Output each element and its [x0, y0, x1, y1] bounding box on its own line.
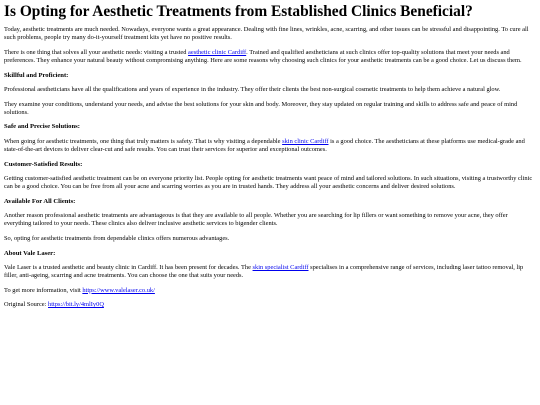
safe-paragraph [4, 138, 536, 154]
article-title: Is Opting for Aesthetic Treatments from Established Clinics Beneficial? [4, 3, 473, 20]
source-paragraph [4, 301, 536, 309]
intro-paragraph: Today, aesthetic treatments are much needed. Nowadays, everyone wants a great appearance. Dealing with fine lines, wrinkles, acne, scarring, and other issues can be stressful and disappointing. To cure all such problems, people try many do-it-yourself treatment kits yet have no positive results. [4, 26, 529, 42]
aesthetic-clinic-cardiff-link[interactable]: aesthetic clinic Cardiff [188, 48, 247, 56]
website-link[interactable]: https://www.valelaser.co.uk/ [82, 286, 155, 294]
paragraph-text: There is one thing that solves all your aesthetic needs: visiting a trusted [4, 48, 189, 56]
skin-clinic-cardiff-link[interactable]: skin clinic Cardiff [282, 137, 329, 145]
section-heading-available: Available For All Clients: [4, 197, 76, 205]
paragraph-text: To get more information, visit [4, 286, 83, 294]
section-heading-about: About Vale Laser: [4, 249, 56, 257]
paragraph-text: . Trained and qualified aestheticians at such clinics offer top-quality solutions that meet your needs and preferences. They enhance your natural beauty without compromising anything. Here are some reasons why choosing such clinics for your aesthetic treatments can be a good choice. Let us discuss them. [4, 48, 522, 64]
section-heading-skillful: Skillful and Proficient: [4, 71, 69, 79]
section-heading-customer: Customer-Satisfied Results: [4, 160, 83, 168]
paragraph-text: specialises in a comprehensive range of services, including laser tattoo removal, lip filler, anti-ageing, scarring and acne treatments. You can choose the one that suits your needs. [4, 263, 524, 280]
paragraph-text: Original Source: [4, 301, 49, 309]
skin-specialist-cardiff-link[interactable]: skin specialist Cardiff [252, 263, 309, 271]
about-paragraph [4, 264, 536, 280]
paragraph-text: When going for aesthetic treatments, one thing that truly matters is safety. That is why visiting a dependable [4, 137, 283, 145]
skillful-paragraph-2: They examine your conditions, understand your needs, and advise the best solutions for your skin and body. Moreover, they stay updated on regular training and skills to address safe and peace of mind solutions. [4, 100, 518, 116]
summary-paragraph: So, opting for aesthetic treatments from dependable clinics offers numerous advantages. [4, 234, 230, 242]
available-paragraph: Another reason professional aesthetic treatments are advantageous is that they are available to all people. Whether you are searching for lip fillers or want something to remove your acne, they offer everything tailored to your needs. These clinics also deliver inclusive aesthetic services to bigender clients. [4, 212, 508, 228]
more-info-paragraph [4, 287, 536, 295]
original-source-link[interactable]: https://bit.ly/4mlIy0Q [48, 301, 104, 309]
clinic-intro-paragraph [4, 49, 536, 65]
customer-paragraph: Getting customer-satisfied aesthetic treatment can be on everyone priority list. People opting for aesthetic treatments want peace of mind and tailored solutions. In such situations, visiting a trustworthy clinic can be a good choice. You can be free from all your acne and scarring worries as you are in trusted hands. They address all your aesthetic concerns and deliver desired solutions. [4, 174, 533, 191]
paragraph-text: is a good choice. The aestheticians at these platforms use medical-grade and state-of-the-art devices to deliver clear-cut and safe results. You can trust their services for superior and exceptional outcomes. [4, 137, 525, 153]
skillful-paragraph-1: Professional aestheticians have all the qualifications and years of experience in the industry. They offer their clients the best non-surgical cosmetic treatments to help them achieve a natural glow. [4, 85, 501, 93]
paragraph-text: Vale Laser is a trusted aesthetic and beauty clinic in Cardiff. It has been present for decades. The [4, 263, 253, 271]
section-heading-safe: Safe and Precise Solutions: [4, 123, 80, 131]
